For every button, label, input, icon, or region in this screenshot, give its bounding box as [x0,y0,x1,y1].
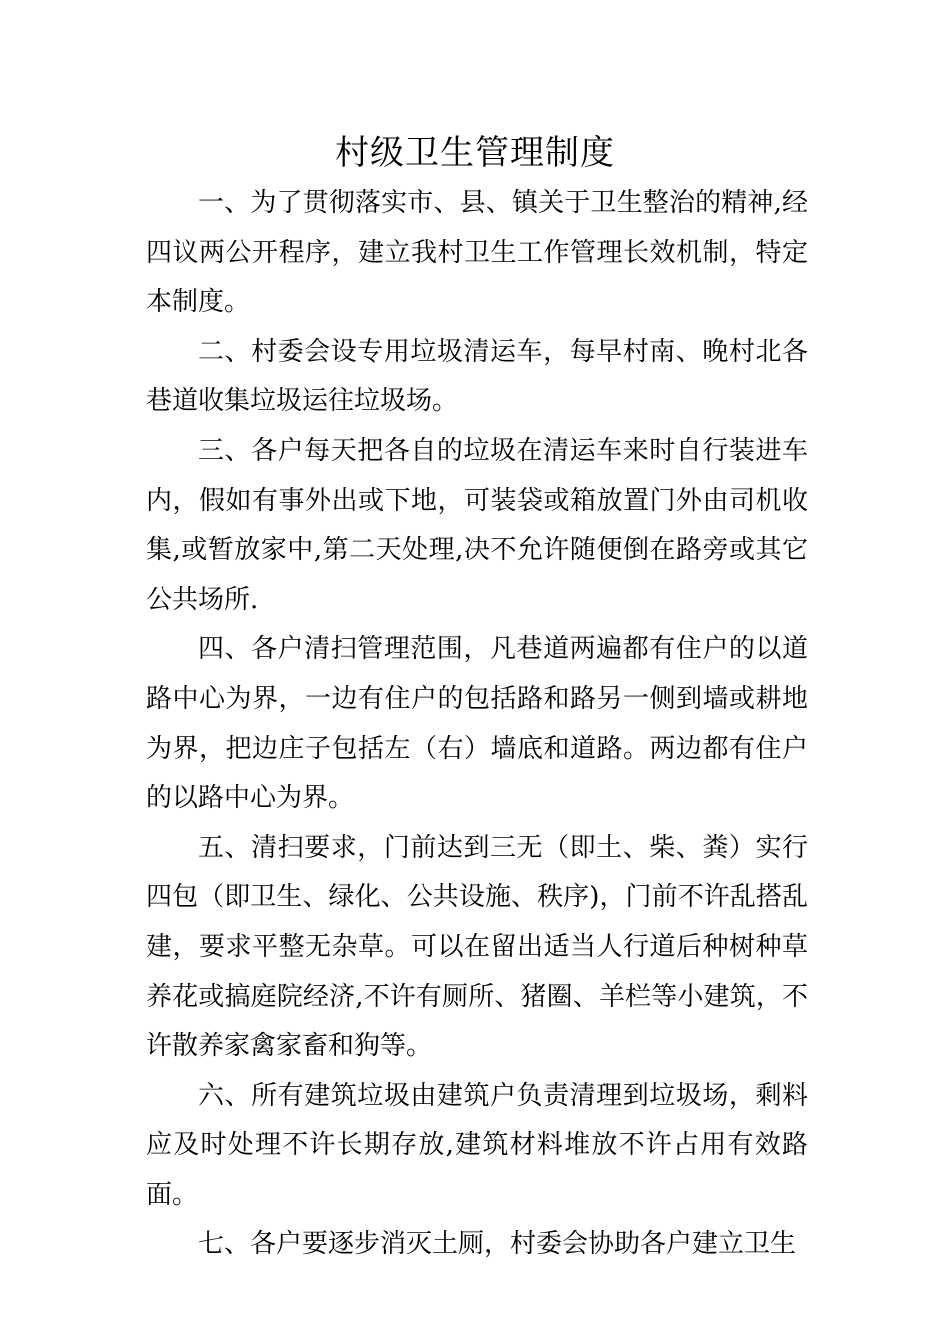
paragraph-6: 六、所有建筑垃圾由建筑户负责清理到垃圾场，剩料应及时处理不许长期存放,建筑材料堆放不许占用有效路面。 [146,1080,808,1210]
paragraph-7: 七、各户要逐步消灭土厕，村委会协助各户建立卫生 [198,1229,797,1260]
paragraph-1: 一、为了贯彻落实市、县、镇关于卫生整治的精神,经四议两公开程序，建立我村卫生工作管理长效机制，特定本制度。 [146,188,808,318]
document-title: 村级卫生管理制度 [335,133,615,173]
paragraph-4: 四、各户清扫管理范围，凡巷道两遍都有住户的以道路中心为界，一边有住户的包括路和路另一侧到墙或耕地为界，把边庄子包括左（右）墙底和道路。两边都有住户的以路中心为界。 [146,634,808,814]
paragraph-2: 二、村委会设专用垃圾清运车，每早村南、晚村北各巷道收集垃圾运往垃圾场。 [146,336,808,417]
paragraph-5: 五、清扫要求，门前达到三无（即土、柴、粪）实行四包（即卫生、绿化、公共设施、秩序)，门前不许乱搭乱建，要求平整无杂草。可以在留出适当人行道后种树种草养花或搞庭院经济,不许有厕所、猪圈、羊栏等小建筑，不许散养家禽家畜和狗等。 [146,832,808,1062]
paragraph-3: 三、各户每天把各自的垃圾在清运车来时自行装进车内，假如有事外出或下地，可装袋或箱放置门外由司机收集,或暂放家中,第二天处理,决不允许随便倒在路旁或其它公共场所. [146,435,808,615]
document-body [146,179,808,1270]
